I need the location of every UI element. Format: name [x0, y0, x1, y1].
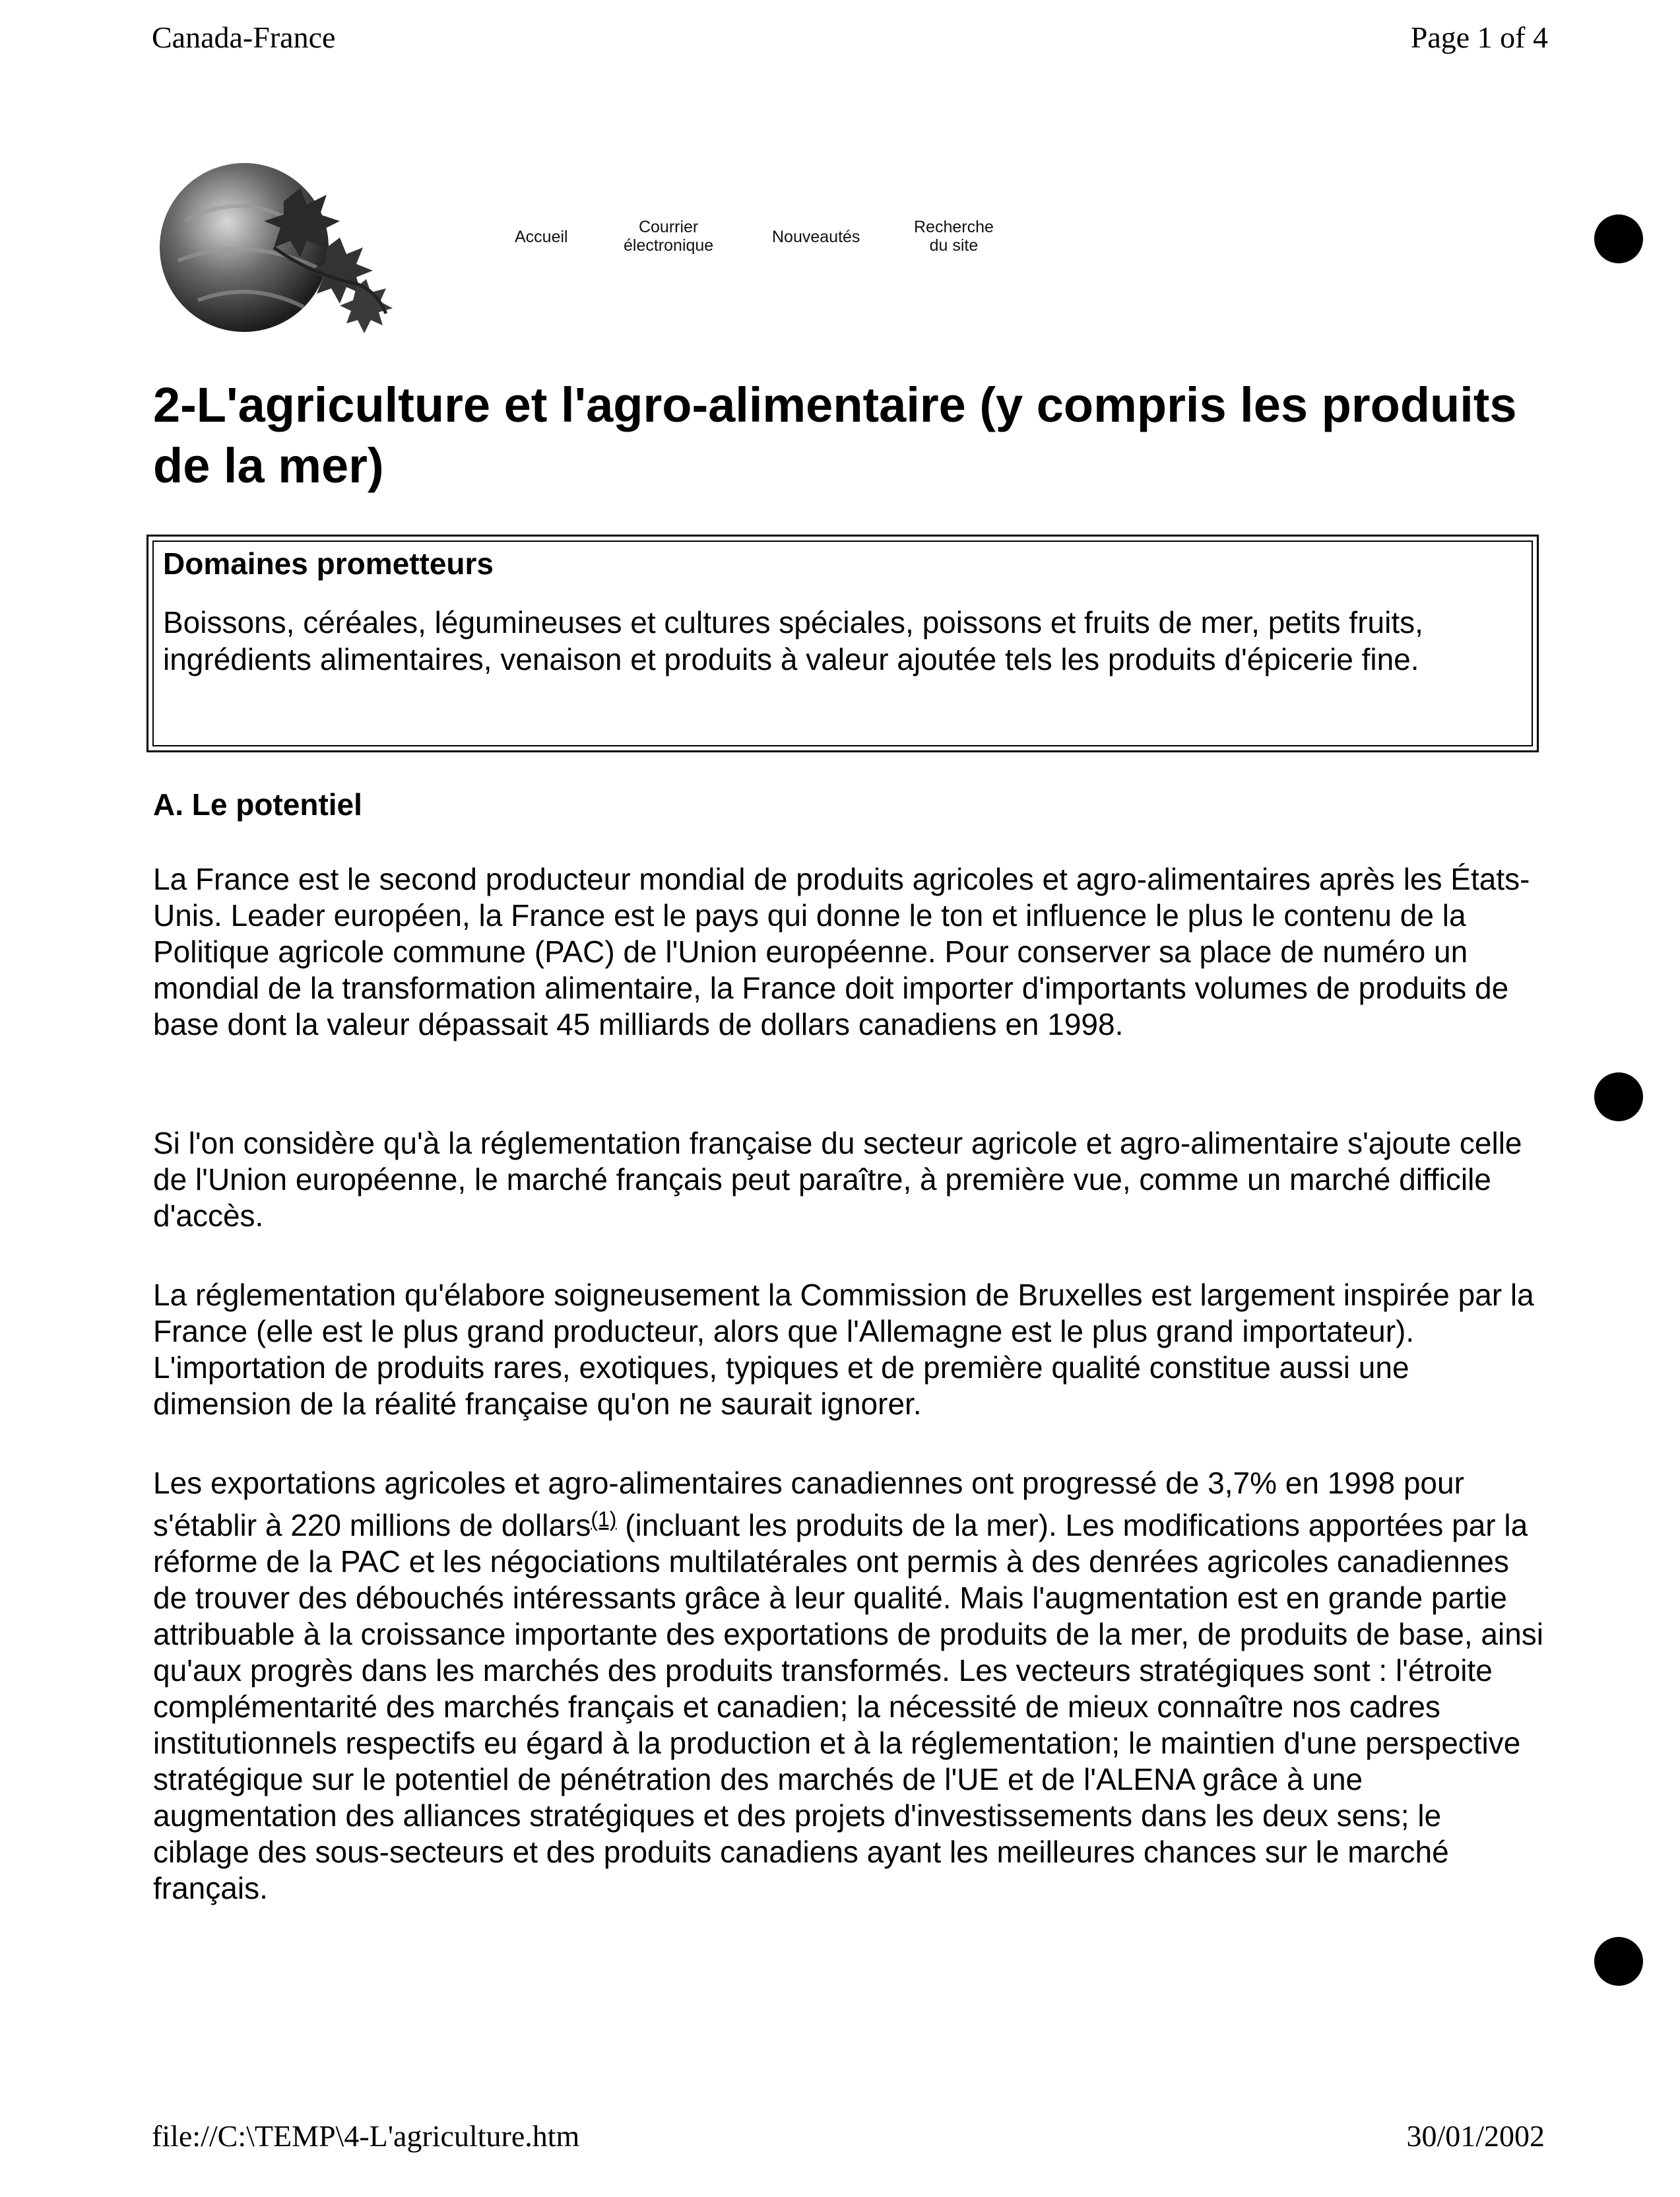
print-header-page-number: Page 1 of 4	[1410, 20, 1548, 54]
promising-sectors-text: Boissons, céréales, légumineuses et cultures spéciales, poissons et fruits de mer, petits fruits, ingrédients alimentaires, venaison et produits à valeur ajoutée tels les produits d'épicerie fine.	[163, 605, 1423, 676]
footnote-link-1[interactable]: (1)	[591, 1507, 617, 1531]
nav-accueil[interactable]: Accueil	[515, 228, 568, 246]
print-footer-file-path: file://C:\TEMP\4-L'agriculture.htm	[152, 2119, 580, 2153]
paragraph-3: La réglementation qu'élabore soigneusement la Commission de Bruxelles est largement inspirée par la France (elle est le plus grand producteur, alors que l'Allemagne est le plus grand importateur). L'importation de produits rares, exotiques, typiques et de première qualité constitue aussi une dimension de la réalité française qu'on ne saurait ignorer.	[153, 1278, 1534, 1421]
nav-nouveautes[interactable]: Nouveautés	[772, 228, 860, 246]
print-header-title: Canada-France	[152, 20, 336, 54]
punch-hole-bottom	[1594, 1937, 1643, 1986]
paragraph-1: La France est le second producteur mondial de produits agricoles et agro-alimentaires après les États-Unis. Leader européen, la France est le pays qui donne le ton et influence le plus le contenu de la Politique agricole commune (PAC) de l'Union européenne. Pour conserver sa place de numéro un mondial de la transformation alimentaire, la France doit importer d'importants volumes de produits de base dont la valeur dépassait 45 milliards de dollars canadiens en 1998.	[153, 862, 1530, 1041]
globe-maple-leaf-logo	[158, 148, 396, 340]
paragraph-2: Si l'on considère qu'à la réglementation française du secteur agricole et agro-alimentaire s'ajoute celle de l'Union européenne, le marché français peut paraître, à première vue, comme un marché difficile d'accès.	[153, 1126, 1522, 1233]
section-heading-potentiel: A. Le potentiel	[153, 787, 362, 822]
promising-sectors-box	[146, 535, 1539, 752]
print-footer-date: 30/01/2002	[1406, 2119, 1545, 2153]
page-title: 2-L'agriculture et l'agro-alimentaire (y compris les produits de la mer)	[153, 377, 1517, 493]
punch-hole-middle	[1594, 1072, 1643, 1121]
promising-sectors-heading: Domaines prometteurs	[163, 546, 494, 581]
nav-recherche-du-site[interactable]: Recherche du site	[914, 218, 994, 255]
punch-hole-top	[1594, 214, 1643, 263]
nav-courrier-electronique[interactable]: Courrier électronique	[624, 218, 714, 255]
paragraph-4: Les exportations agricoles et agro-alimentaires canadiennes ont progressé de 3,7% en 1998 pour s'établir à 220 millions de dollars$^{(1)}$ (incluant les produits de la mer). Les modifications apportées par la réforme de la PAC et les négociations multilatérales ont permis à des denrées agricoles canadiennes de trouver des débouchés intéressants grâce à leur qualité. Mais l'augmentation est en grande partie attribuable à la croissance importante des exportations de produits de la mer, de produits de base, ainsi qu'aux progrès dans les marchés des produits transformés. Les vecteurs stratégiques sont : l'étroite complémentarité des marchés français et canadien; la nécessité de mieux connaître nos cadres institutionnels respectifs eu égard à la production et à la réglementation; le maintien d'une perspective stratégique sur le potentiel de pénétration des marchés de l'UE et de l'ALENA grâce à une augmentation des alliances stratégiques et des projets d'investissements dans les deux sens; le ciblage des sous-secteurs et des produits canadiens ayant les meilleures chances sur le marché français.	[153, 1466, 1544, 1905]
